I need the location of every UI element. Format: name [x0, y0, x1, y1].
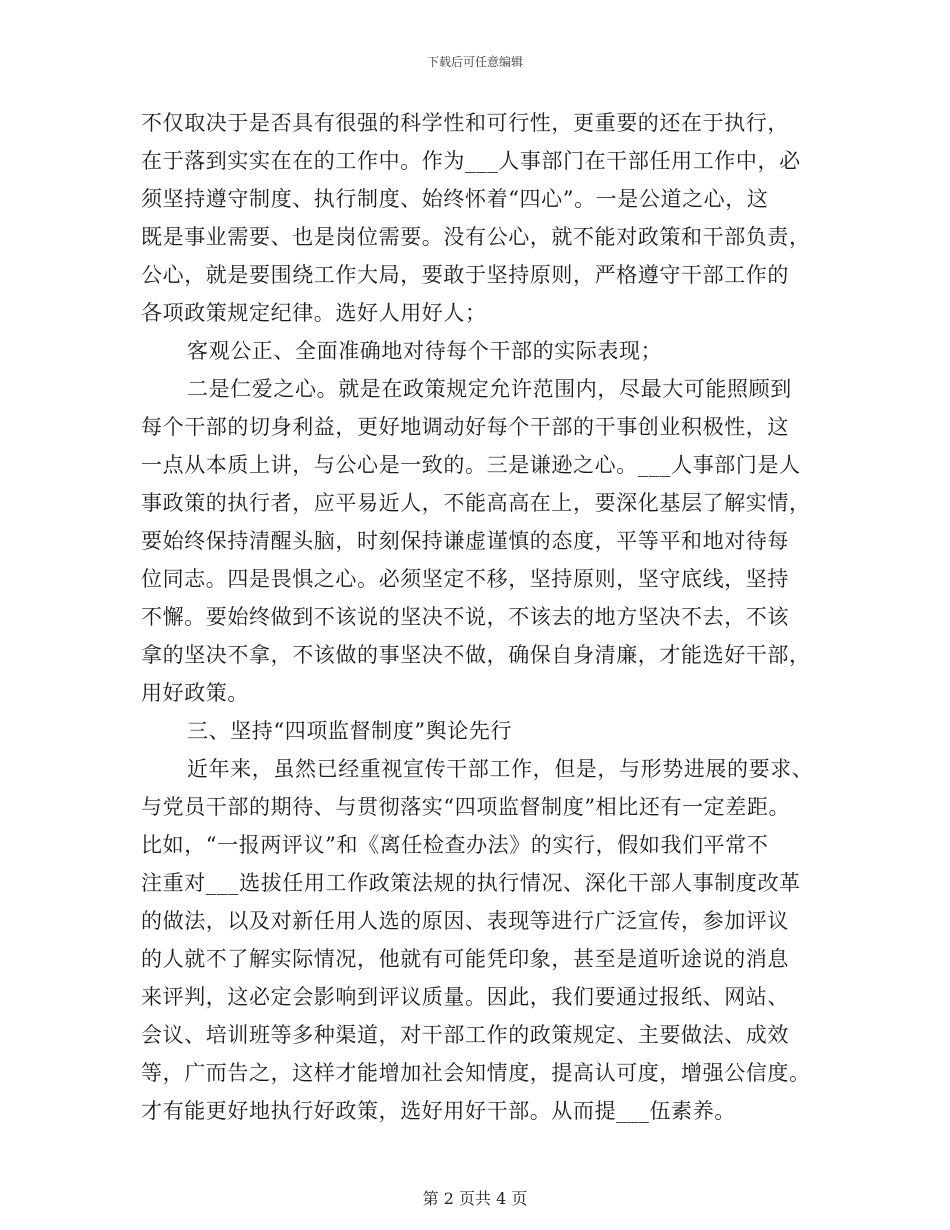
text-line: 位同志。四是畏惧之心。必须坚定不移，坚持原则，坚守底线，坚持: [141, 567, 789, 591]
paragraph-start: 客观公正、全面准确地对待每个干部的实际表现；: [187, 339, 663, 363]
text-line: 须坚持遵守制度、执行制度、始终怀着“四心”。一是公道之心，这: [141, 187, 769, 211]
text-line: 在于落到实实在在的工作中。作为___人事部门在干部任用工作中，必: [141, 149, 801, 173]
text-line: 拿的坚决不拿，不该做的事坚决不做，确保自身清廉，才能选好干部，: [141, 643, 811, 667]
text-line: 注重对___选拔任用工作政策法规的执行情况、深化干部人事制度改革: [141, 871, 801, 895]
text-line: 不懈。要始终做到不该说的坚决不说，不该去的地方坚决不去，不该: [141, 605, 789, 629]
page-header: 下载后可任意编辑: [426, 55, 523, 69]
section-heading: 三、坚持“四项监督制度”舆论先行: [187, 719, 513, 743]
paragraph-start: 二是仁爱之心。就是在政策规定允许范围内，尽最大可能照顾到: [187, 377, 792, 401]
text-line: 等，广而告之，这样才能增加社会知情度，提高认可度，增强公信度。: [141, 1061, 811, 1085]
text-line: 用好政策。: [141, 681, 249, 705]
document-body: [141, 104, 841, 1130]
text-line: 公心，就是要围绕工作大局，要敢于坚持原则，严格遵守干部工作的: [141, 263, 789, 287]
text-line: 与党员干部的期待、与贯彻落实“四项监督制度”相比还有一定差距。: [141, 795, 791, 819]
page-footer: 第 2 页共 4 页: [422, 1189, 528, 1208]
paragraph-start: 近年来，虽然已经重视宣传干部工作，但是，与形势进展的要求、: [187, 757, 814, 781]
text-line: 一点从本质上讲，与公心是一致的。三是谦逊之心。___人事部门是人: [141, 453, 801, 477]
text-line: 的做法，以及对新任用人选的原因、表现等进行广泛宣传，参加评议: [141, 909, 789, 933]
text-line: 来评判，这必定会影响到评议质量。因此，我们要通过报纸、网站、: [141, 985, 789, 1009]
text-line: 各项政策规定纪律。选好人用好人；: [141, 301, 487, 325]
text-line: 不仅取决于是否具有很强的科学性和可行性，更重要的还在于执行，: [141, 111, 789, 135]
text-line: 事政策的执行者，应平易近人，不能高高在上，要深化基层了解实情，: [141, 491, 811, 515]
text-line: 才有能更好地执行好政策，选好用好干部。从而提___伍素养。: [141, 1099, 736, 1123]
text-line: 会议、培训班等多种渠道，对干部工作的政策规定、主要做法、成效: [141, 1023, 789, 1047]
text-line: 每个干部的切身利益，更好地调动好每个干部的干事创业积极性，这: [141, 415, 789, 439]
text-line: 既是事业需要、也是岗位需要。没有公心，就不能对政策和干部负责，: [141, 225, 811, 249]
text-line: 的人就不了解实际情况，他就有可能凭印象，甚至是道听途说的消息: [141, 947, 789, 971]
text-line: 比如，“一报两评议”和《离任检查办法》的实行，假如我们平常不: [141, 833, 769, 857]
text-line: 要始终保持清醒头脑，时刻保持谦虚谨慎的态度，平等平和地对待每: [141, 529, 789, 553]
